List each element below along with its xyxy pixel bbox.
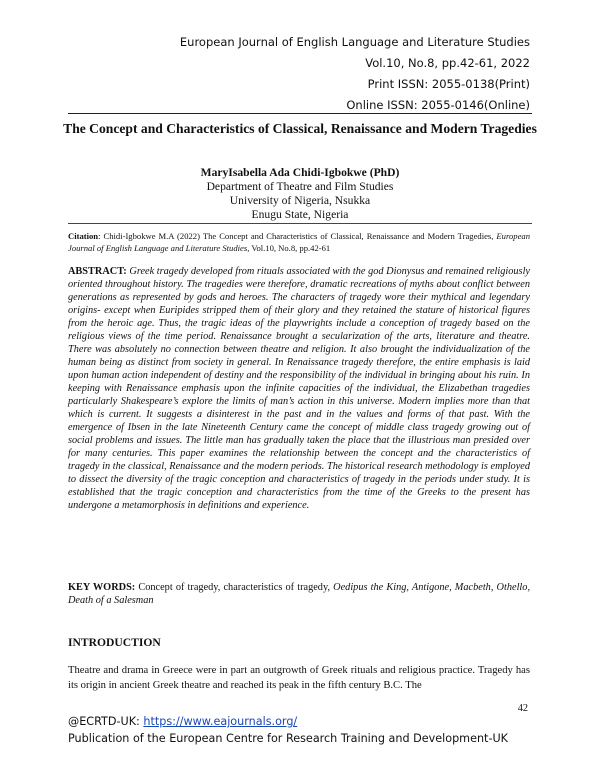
citation-label: Citation [68,231,99,241]
citation-divider [68,223,532,224]
author-department: Department of Theatre and Film Studies [206,180,394,193]
keywords [68,581,530,607]
author-name: MaryIsabella Ada Chidi-Igbokwe (PhD) [200,166,400,179]
footer-publication: Publication of the European Centre for Research Training and Development-UK [68,732,509,745]
page-number: 42 [517,703,528,714]
keywords-plain: Concept of tragedy, characteristics of tragedy, [135,582,334,593]
introduction-text: Theatre and drama in Greece were in part an outgrowth of Greek rituals and religious practice. Tragedy has its origin in ancient Greek theatre and reached its peak in the fifth century B.C. The [68,665,530,691]
abstract-label: ABSTRACT: [68,266,127,277]
footer-prefix: @ECRTD-UK: [68,715,144,728]
footer-source [68,715,297,728]
print-issn: Print ISSN: 2055-0138(Print) [367,77,530,91]
author-university: University of Nigeria, Nsukka [229,194,371,207]
citation [68,230,530,254]
citation-volume: , Vol.10, No.8, pp.42-61 [247,243,331,253]
paper-title: The Concept and Characteristics of Classical, Renaissance and Modern Tragedies [63,121,537,136]
header-divider [68,113,532,114]
journal-link[interactable]: https://www.eajournals.org/ [143,715,298,728]
keywords-italic: Oedipus the King, Antigone, Macbeth, Othello, Death of a Salesman [68,582,531,606]
citation-journal: European Journal of English Language and Literature Studies [68,231,530,253]
author-location: Enugu State, Nigeria [251,208,349,221]
introduction-heading: INTRODUCTION [68,636,161,649]
abstract [68,265,530,512]
keywords-label: KEY WORDS: [68,582,136,593]
citation-text: : Chidi-Igbokwe M.A (2022) The Concept and Characteristics of Classical, Renaissance and Modern Tragedies, [98,231,497,241]
volume-info: Vol.10, No.8, pp.42-61, 2022 [365,56,530,70]
online-issn: Online ISSN: 2055-0146(Online) [346,98,530,112]
journal-name: European Journal of English Language and Literature Studies [179,35,530,49]
abstract-text: Greek tragedy developed from rituals associated with the god Dionysus and remained religiously oriented throughout history. The tragedies were therefore, dramatic recreations of myths about conflict between generations as represented by gods and heroes. The characters of tragedy wore their mythical and legendary origins- except when Euripides stripped them of their glory and they retained the stature of historical figures from the heroic age. Thus, the tragic ideas of the playwrights include a conception of tragedy based on the religious views of the time period. Renaissance brought a secularization of the arts, literature and theatre. There was absolutely no connection between theatre and religion. It also brought the individualization of the human being as distinct from society in general. In Renaissance tragedy therefore, the entire emphasis is laid upon human action independent of destiny and the responsibility of the individual in bringing about his ruin. In keeping with Renaissance emphasis upon the infinite capacities of the individual, the Elizabethan tragedies particularly Shakespeare’s explore the limits of man’s action in this universe. Modern implies more than that which is current. It suggests a disinterest in the past and in the values and forms of that past. With the emergence of Ibsen in the late Nineteenth Century came the concept of middle class tragedy growing out of social problems and issues. The little man has gradually taken the place that the illustrious man presided over for many centuries. This paper examines the relationship between the concept and the characteristics of tragedy in the classical, Renaissance and the modern periods. The historical research methodology is employed to dissect the diversity of the tragic conception and characteristics of tragedy in the periods under study. It is established that the tragic conception and characteristics from the time of the Greeks to the present has undergone a metamorphosis in definitions and experience. [68,266,531,511]
